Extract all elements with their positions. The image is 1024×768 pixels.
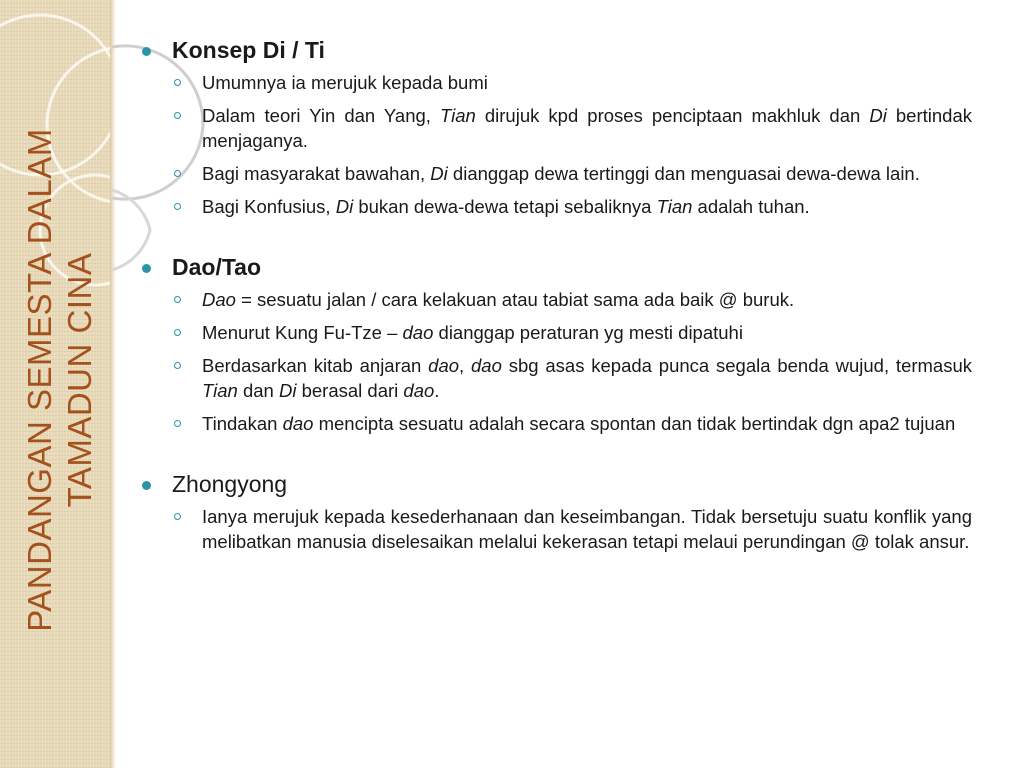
- list-item: Umumnya ia merujuk kepada bumi: [202, 70, 972, 95]
- slide-content: [140, 34, 972, 562]
- sub-list: [140, 287, 972, 436]
- circle-bullet-icon: [174, 329, 181, 336]
- section-heading: [140, 468, 972, 500]
- sidebar-panel: [0, 0, 112, 768]
- list-item: Dao = sesuatu jalan / cara kelakuan atau tabiat sama ada baik @ buruk.: [202, 287, 972, 312]
- circle-bullet-icon: [174, 203, 181, 210]
- sub-list: [140, 504, 972, 554]
- circle-bullet-icon: [174, 362, 181, 369]
- circle-bullet-icon: [174, 513, 181, 520]
- circle-bullet-icon: [174, 112, 181, 119]
- section-zhongyong: [140, 468, 972, 554]
- circle-bullet-icon: [174, 296, 181, 303]
- section-dao: [140, 251, 972, 436]
- list-item: Bagi masyarakat bawahan, Di dianggap dewa tertinggi dan menguasai dewa-dewa lain.: [202, 161, 972, 186]
- list-item: Dalam teori Yin dan Yang, Tian dirujuk kpd proses penciptaan makhluk dan Di bertindak menjaganya.: [202, 103, 972, 153]
- list-item: Bagi Konfusius, Di bukan dewa-dewa tetapi sebaliknya Tian adalah tuhan.: [202, 194, 972, 219]
- heading-text: Dao/Tao: [172, 254, 262, 280]
- vertical-title: [12, 100, 108, 660]
- list-item: Ianya merujuk kepada kesederhanaan dan keseimbangan. Tidak bersetuju suatu konflik yang melibatkan manusia diselesaikan melalui kekerasan tetapi melaui perundingan @ tolak ansur.: [202, 504, 972, 554]
- section-konsep-di: [140, 34, 972, 219]
- circle-bullet-icon: [174, 420, 181, 427]
- bullet-dot-icon: [142, 264, 151, 273]
- bullet-dot-icon: [142, 481, 151, 490]
- circle-bullet-icon: [174, 170, 181, 177]
- list-item: Berdasarkan kitab anjaran dao, dao sbg asas kepada punca segala benda wujud, termasuk Tian dan Di berasal dari dao.: [202, 353, 972, 403]
- list-item: Tindakan dao mencipta sesuatu adalah secara spontan dan tidak bertindak dgn apa2 tujuan: [202, 411, 972, 436]
- title-line-1: PANDANGAN SEMESTA DALAM: [21, 128, 58, 632]
- sub-list: [140, 70, 972, 219]
- circle-bullet-icon: [174, 79, 181, 86]
- title-line-2: TAMADUN CINA: [61, 252, 98, 508]
- section-heading: [140, 251, 972, 283]
- heading-text: Zhongyong: [172, 471, 288, 497]
- bullet-dot-icon: [142, 47, 151, 56]
- list-item: Menurut Kung Fu-Tze – dao dianggap peraturan yg mesti dipatuhi: [202, 320, 972, 345]
- sidebar-edge: [110, 0, 116, 768]
- heading-text: Konsep Di / Ti: [172, 37, 325, 63]
- section-heading: [140, 34, 972, 66]
